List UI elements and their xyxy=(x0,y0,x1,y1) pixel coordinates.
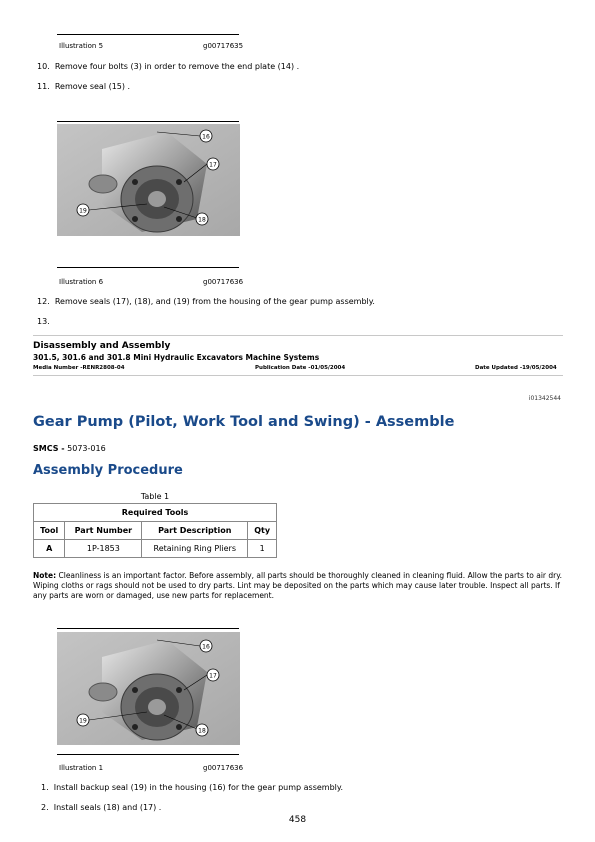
page-title: Gear Pump (Pilot, Work Tool and Swing) - Assemble xyxy=(33,414,455,430)
step-number: 13. xyxy=(37,317,50,326)
date-updated: Date Updated -19/05/2004 xyxy=(475,365,557,371)
callout-19-label: 19 xyxy=(79,207,87,215)
step-text: Remove four bolts (3) in order to remove the end plate (14) . xyxy=(54,62,300,71)
step-number: 11. xyxy=(37,82,50,91)
illustration-1-label: Illustration 1 xyxy=(59,764,104,772)
table-cell: A xyxy=(34,540,65,558)
illustration-5-label: Illustration 5 xyxy=(59,42,104,50)
media-number: Media Number -RENR2808-04 xyxy=(33,365,125,371)
machine-title: 301.5, 301.6 and 301.8 Mini Hydraulic Excavators Machine Systems xyxy=(33,353,320,362)
caption-rule xyxy=(57,267,239,268)
callout-16-label: 16 xyxy=(202,133,210,141)
table-caption: Table 1 xyxy=(140,492,170,501)
note-paragraph xyxy=(33,571,563,601)
step-1 xyxy=(41,783,343,792)
step-10 xyxy=(37,62,299,71)
page-number: 458 xyxy=(288,815,307,825)
step-number: 2. xyxy=(41,803,49,812)
table-cell: Retaining Ring Pliers xyxy=(142,540,248,558)
step-13 xyxy=(37,317,50,326)
illustration-1-code: g00717636 xyxy=(203,764,244,772)
gear-pump-photo-2 xyxy=(57,632,240,745)
column-header: Part Description xyxy=(142,522,248,540)
step-text: Remove seal (15) . xyxy=(54,82,131,91)
gear-pump-drawing xyxy=(57,632,240,745)
required-tools-table xyxy=(33,503,277,558)
illustration-5-code: g00717635 xyxy=(203,42,244,50)
illustration-6-code: g00717636 xyxy=(203,278,244,286)
subtitle: Assembly Procedure xyxy=(33,463,183,478)
table-cell: 1 xyxy=(248,540,277,558)
step-text: Remove seals (17), (18), and (19) from the housing of the gear pump assembly. xyxy=(54,297,375,306)
section-title: Disassembly and Assembly xyxy=(33,341,171,351)
step-number: 1. xyxy=(41,783,49,792)
column-header: Tool xyxy=(34,522,65,540)
table-row xyxy=(34,540,277,558)
step-number: 12. xyxy=(37,297,50,306)
step-11 xyxy=(37,82,130,91)
callout-17-label: 17 xyxy=(209,161,217,169)
callout-18-label: 18 xyxy=(198,216,206,224)
callout-17-label: 17 xyxy=(209,672,217,680)
callout-16-label: 16 xyxy=(202,643,210,651)
table-cell: 1P-1853 xyxy=(65,540,142,558)
illustration-6-label: Illustration 6 xyxy=(59,278,104,286)
note-text: Cleanliness is an important factor. Before assembly, all parts should be thoroughly cleaned in cleaning fluid. Allow the parts to air dry. Wiping cloths or rags should not be used to dry parts. Lint may be deposited on the parts which may cause later trouble. Inspect all parts. If any parts are worn or damaged, use new parts for replacement. xyxy=(33,571,562,600)
step-2 xyxy=(41,803,161,812)
section-divider xyxy=(33,335,563,336)
callout-19-label: 19 xyxy=(79,717,87,725)
step-text: Install seals (18) and (17) . xyxy=(53,803,162,812)
step-number: 10. xyxy=(37,62,50,71)
smcs-label: SMCS - xyxy=(33,444,65,453)
gear-pump-drawing xyxy=(57,124,240,236)
callout-18-label: 18 xyxy=(198,727,206,735)
photo-top-rule xyxy=(57,121,239,122)
step-12 xyxy=(37,297,375,306)
column-header: Qty xyxy=(248,522,277,540)
photo-top-rule xyxy=(57,628,239,629)
document-id: i01342544 xyxy=(528,395,561,402)
note-label: Note: xyxy=(33,571,57,580)
caption-rule xyxy=(57,754,239,755)
gear-pump-photo-1 xyxy=(57,124,240,236)
smcs-value: 5073-016 xyxy=(67,444,106,453)
column-header: Part Number xyxy=(65,522,142,540)
section-divider xyxy=(33,375,563,376)
smcs-line xyxy=(33,444,106,453)
caption-rule xyxy=(57,34,239,35)
table-heading: Required Tools xyxy=(34,504,277,522)
publication-date: Publication Date -01/05/2004 xyxy=(255,365,346,371)
step-text: Install backup seal (19) in the housing (16) for the gear pump assembly. xyxy=(53,783,344,792)
